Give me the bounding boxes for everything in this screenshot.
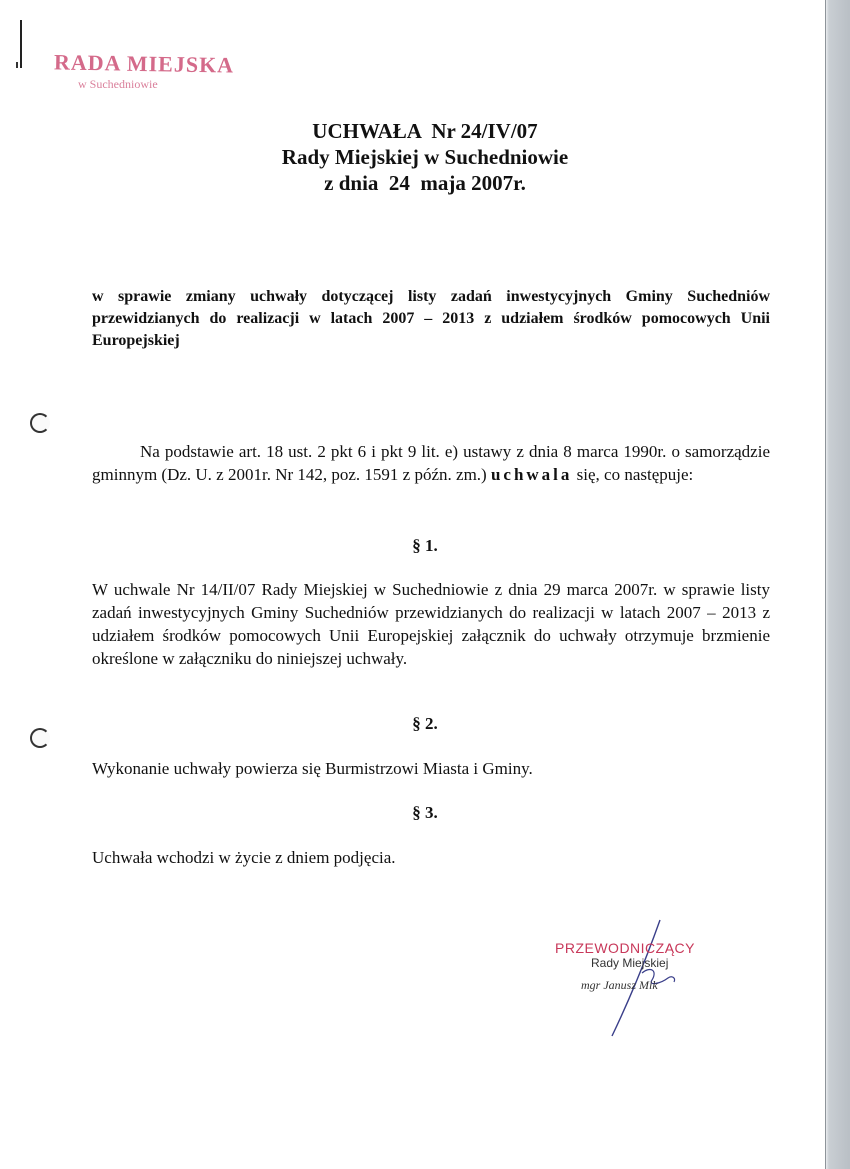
- section-text-3: Uchwała wchodzi w życie z dniem podjęcia.: [92, 848, 396, 867]
- resolution-subject: w sprawie zmiany uchwały dotyczącej listy zadań inwestycyjnych Gminy Suchedniów przewidzianych do realizacji w latach 2007 – 2013 z udziałem środków pomocowych Unii Europejskiej: [92, 288, 770, 349]
- signature-block: [555, 940, 725, 993]
- issuing-body: Rady Miejskiej w Suchedniowie: [281, 145, 569, 169]
- section-text-1: W uchwale Nr 14/II/07 Rady Miejskiej w Suchedniowie z dnia 29 marca 2007r. w sprawie listy zadań inwestycyjnych Gminy Suchedniów przewidzianych do realizacji w latach 2007 – 2013 z udziałem środków pomocowych Unii Europejskiej załącznik do uchwały otrzymuje brzmienie określone w załączniku do niniejszej uchwały.: [92, 580, 770, 668]
- punch-hole-top: [30, 413, 50, 433]
- signature-title: PRZEWODNICZĄCY: [555, 940, 695, 956]
- resolution-title: [0, 118, 850, 196]
- preamble-spaced-word: uchwala: [490, 465, 573, 484]
- margin-mark: [20, 20, 22, 68]
- resolution-date: z dnia 24 maja 2007r.: [324, 171, 526, 195]
- signature-name: mgr Janusz Mik: [581, 978, 658, 992]
- section-heading-3: § 3.: [412, 803, 438, 822]
- stamp-line-1: RADA MIEJSKA: [53, 49, 235, 78]
- section-text-2: Wykonanie uchwały powierza się Burmistrzowi Miasta i Gminy.: [92, 759, 533, 778]
- stamp-line-2: w Suchedniowie: [78, 77, 158, 91]
- resolution-number: UCHWAŁA Nr 24/IV/07: [312, 119, 538, 143]
- preamble-ending: się, co następuje:: [572, 465, 694, 484]
- council-stamp: [53, 49, 235, 92]
- section-heading-1: § 1.: [412, 536, 438, 555]
- section-heading-2: § 2.: [412, 714, 438, 733]
- preamble: [92, 440, 770, 486]
- preamble-text: Na podstawie art. 18 ust. 2 pkt 6 i pkt 9 lit. e) ustawy z dnia 8 marca 1990r. o samorządzie gminnym (Dz. U. z 2001r. Nr 142, poz. 1591 z późn. zm.): [92, 442, 770, 484]
- margin-dot: [16, 62, 18, 68]
- signature-org: Rady Miejskiej: [591, 956, 669, 970]
